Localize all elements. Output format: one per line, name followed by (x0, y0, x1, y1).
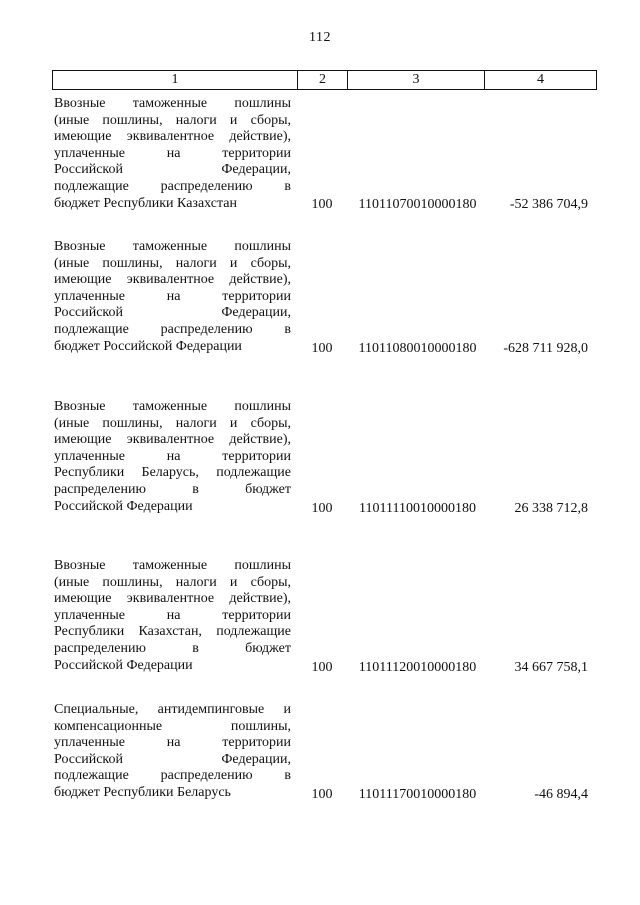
description-line: бюджет Республики Беларусь (54, 784, 231, 800)
description-line: распределению в бюджет (54, 640, 291, 656)
description-line: Республики Беларусь, подлежащие (54, 465, 291, 481)
description-line: (иные пошлины, налоги и сборы, (54, 255, 291, 271)
description-line: Ввозные таможенные пошлины (54, 399, 291, 414)
description-line: Республики Казахстан, подлежащие (54, 624, 291, 640)
row-description (54, 239, 291, 355)
header-col-4: 4 (537, 72, 544, 87)
description-line: уплаченные на территории (54, 288, 291, 304)
description-line: распределению в бюджет (54, 481, 291, 497)
row-code-col3: 11011110010000180 (359, 501, 476, 517)
row-amount: 26 338 712,8 (514, 501, 588, 517)
row-amount: -46 894,4 (534, 787, 588, 803)
row-description (54, 558, 291, 674)
description-line: имеющие эквивалентное действие), (54, 432, 291, 448)
description-line: имеющие эквивалентное действие), (54, 591, 291, 607)
row-amount: -628 711 928,0 (503, 341, 588, 357)
description-line: подлежащие распределению в (54, 768, 291, 784)
description-line: уплаченные на территории (54, 735, 291, 751)
table-header (52, 70, 597, 90)
row-code-col2: 100 (311, 660, 333, 676)
table-row (54, 558, 600, 677)
row-description (54, 399, 291, 515)
description-line: уплаченные на территории (54, 448, 291, 464)
description-line: Российской Федерации (54, 498, 193, 514)
page-number: 112 (309, 30, 331, 45)
description-line: (иные пошлины, налоги и сборы, (54, 415, 291, 431)
description-line: Ввозные таможенные пошлины (54, 239, 291, 254)
table-row (54, 702, 600, 804)
description-line: компенсационные пошлины, (54, 718, 291, 734)
row-code-col2: 100 (311, 197, 333, 213)
description-line: Российской Федерации, (54, 751, 291, 767)
row-code-col3: 11011170010000180 (358, 787, 477, 803)
table-row (54, 399, 600, 518)
description-line: Российской Федерации (54, 657, 193, 673)
description-line: уплаченные на территории (54, 607, 291, 623)
description-line: Ввозные таможенные пошлины (54, 558, 291, 573)
row-code-col3: 11011120010000180 (358, 660, 477, 676)
header-col-2: 2 (298, 71, 348, 89)
description-line: имеющие эквивалентное действие), (54, 129, 291, 145)
header-col-1: 1 (53, 71, 298, 89)
row-code-col2: 100 (311, 341, 333, 357)
description-line: подлежащие распределению в (54, 178, 291, 194)
row-amount: -52 386 704,9 (509, 197, 588, 213)
description-line: бюджет Российской Федерации (54, 338, 242, 354)
row-description (54, 702, 291, 802)
row-description (54, 96, 291, 212)
row-code-col3: 11011070010000180 (358, 197, 477, 213)
description-line: Специальные, антидемпинговые и (54, 702, 291, 717)
description-line: имеющие эквивалентное действие), (54, 272, 291, 288)
description-line: (иные пошлины, налоги и сборы, (54, 112, 291, 128)
row-code-col2: 100 (311, 787, 333, 803)
description-line: бюджет Республики Казахстан (54, 195, 237, 211)
description-line: Российской Федерации, (54, 305, 291, 321)
header-col-3: 3 (348, 71, 485, 89)
table-row (54, 96, 600, 214)
row-code-col2: 100 (311, 501, 333, 517)
description-line: Ввозные таможенные пошлины (54, 96, 291, 111)
description-line: уплаченные на территории (54, 145, 291, 161)
row-code-col3: 11011080010000180 (358, 341, 477, 357)
description-line: Российской Федерации, (54, 162, 291, 178)
row-amount: 34 667 758,1 (514, 660, 588, 676)
description-line: подлежащие распределению в (54, 321, 291, 337)
table-row (54, 239, 600, 358)
description-line: (иные пошлины, налоги и сборы, (54, 574, 291, 590)
